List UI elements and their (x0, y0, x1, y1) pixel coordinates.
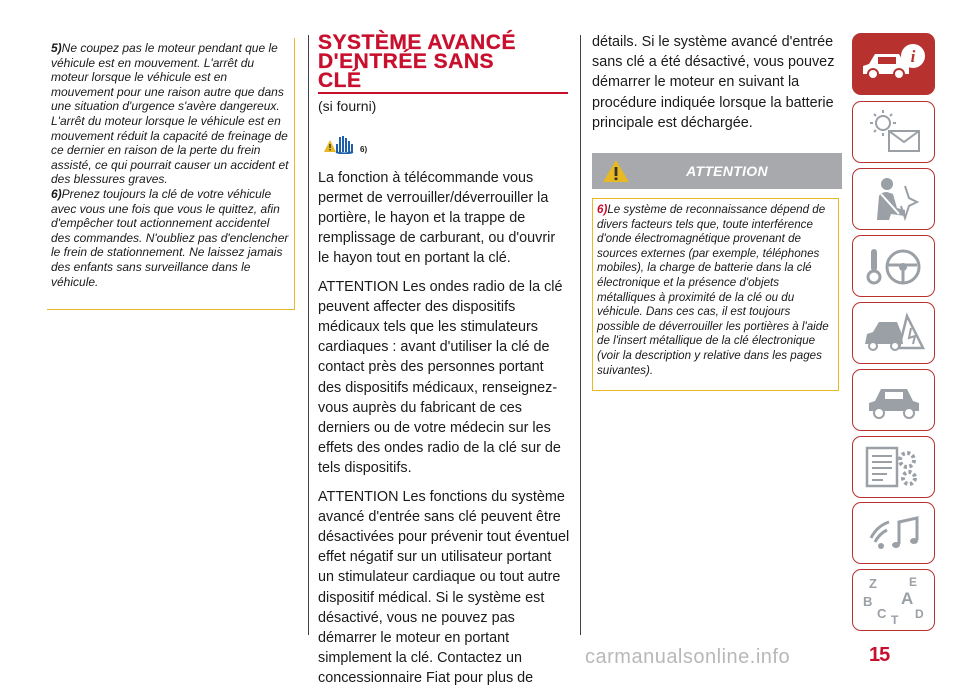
car-info-icon (859, 40, 929, 88)
right-column (592, 32, 842, 391)
index-letter: D (914, 607, 924, 621)
car-maintenance-icon (859, 375, 929, 425)
tab-steering-key[interactable] (852, 235, 935, 297)
warning-lights-icon (859, 107, 929, 157)
tab-multimedia[interactable] (852, 502, 935, 564)
index-letter: E (908, 575, 917, 589)
column-divider (308, 35, 309, 635)
column-divider (580, 35, 581, 635)
index-letter: B (862, 594, 872, 609)
note-5: 5)Ne coupez pas le moteur pendant que le véhicule est en mouvement. L'arrêt du moteur lorsque le véhicule est en mouvement pour une raison autre que dans une situation d'urgence s'avère dangereux. L'arrêt du moteur lorsque le véhicule est en mouvement réduit la capacité de freinage de ce dernier en raison de la perte du frein assisté, ce qui pourrait causer un accident et des blessures graves. (51, 41, 289, 187)
watermark: carmanualsonline.info (585, 646, 791, 668)
section-title: SYSTÈME AVANCÉ D'ENTRÉE SANS CLÉ (318, 31, 516, 92)
specs-gear-icon (859, 442, 929, 492)
warning-triangle-icon (602, 159, 630, 183)
section-subtitle: (si fourni) (318, 97, 377, 114)
index-letters-icon (859, 574, 929, 626)
attention-box: 6)Le système de reconnaissance dépend de divers facteurs tels que, toute interférence d'onde électromagnétique provenant de sources externes (par exemple, téléphones mobiles), la charge de batterie dans la clé électronique et la présence d'objets métalliques à proximité de la clé ou du véhicule. Dans ces cas, il est toujours possible de déverrouiller les portières à l'aide de l'insert métallique de la clé électronique (voir la description y relative dans les pages suivantes). (592, 198, 839, 391)
tab-emergency[interactable] (852, 302, 935, 364)
tab-car-info[interactable] (852, 33, 935, 95)
title-rule (318, 92, 568, 94)
tab-car-maintenance[interactable] (852, 369, 935, 431)
paragraph: détails. Si le système avancé d'entrée sans clé a été désactivé, vous pouvez démarrer le moteur en suivant la procédure indiquée lorsque la batterie principale est déchargée. (592, 34, 835, 131)
tab-warning-lights[interactable] (852, 101, 935, 163)
paragraph: La fonction à télécommande vous permet de verrouiller/déverrouiller la portière, le hayon et la trappe de remplissage de carburant, ou d'ouvrir le hayon tout en portant la clé. (318, 169, 556, 267)
seat-safety-icon (859, 174, 929, 224)
index-letter: Z (868, 576, 877, 591)
page-number: 15 (869, 644, 890, 666)
attention-title: ATTENTION (686, 163, 768, 180)
tab-specs[interactable] (852, 436, 935, 498)
paragraph: ATTENTION Les ondes radio de la clé peuvent affecter des dispositifs médicaux tels que les stimulateurs cardiaques : avant d'utiliser la clé de contact près des personnes portant des dispositifs médicaux, renseignez-vous auprès du fabricant de ces derniers ou de votre médecin sur les effets des ondes radio de la clé sur de tels dispositifs. (318, 278, 563, 477)
steering-key-icon (859, 241, 929, 291)
paragraph: ATTENTION Les fonctions du système avancé d'entrée sans clé peuvent être désactivées pour prévenir tout éventuel effet négatif sur un utilisateur portant un stimulateur cardiaque ou tout autre dispositif médical. Si le système est désactivé, vous ne pouvez pas démarrer le moteur en portant simplement la clé. Contactez un concessionnaire Fiat pour plus de (318, 488, 570, 687)
index-letter: T (890, 613, 898, 626)
svg-text:i: i (910, 47, 915, 66)
warning-reference: 6) (322, 130, 570, 154)
warning-notes-box (47, 38, 295, 310)
multimedia-icon (859, 508, 929, 558)
attention-header (592, 153, 842, 189)
index-letter: A (900, 589, 913, 608)
emergency-icon (859, 308, 929, 358)
warning-hand-icon (322, 132, 356, 154)
section-keyless-entry (318, 33, 570, 697)
tab-index[interactable] (852, 569, 935, 631)
tab-seat-safety[interactable] (852, 168, 935, 230)
note-6: 6)Prenez toujours la clé de votre véhicule avec vous une fois que vous le quittez, afin d'empêcher tout actionnement accidentel des commandes. N'oubliez pas d'enclencher le frein de stationnement. Ne laissez jamais des enfants sans surveillance dans le véhicule. (51, 186, 289, 289)
index-letter: C (876, 606, 886, 621)
